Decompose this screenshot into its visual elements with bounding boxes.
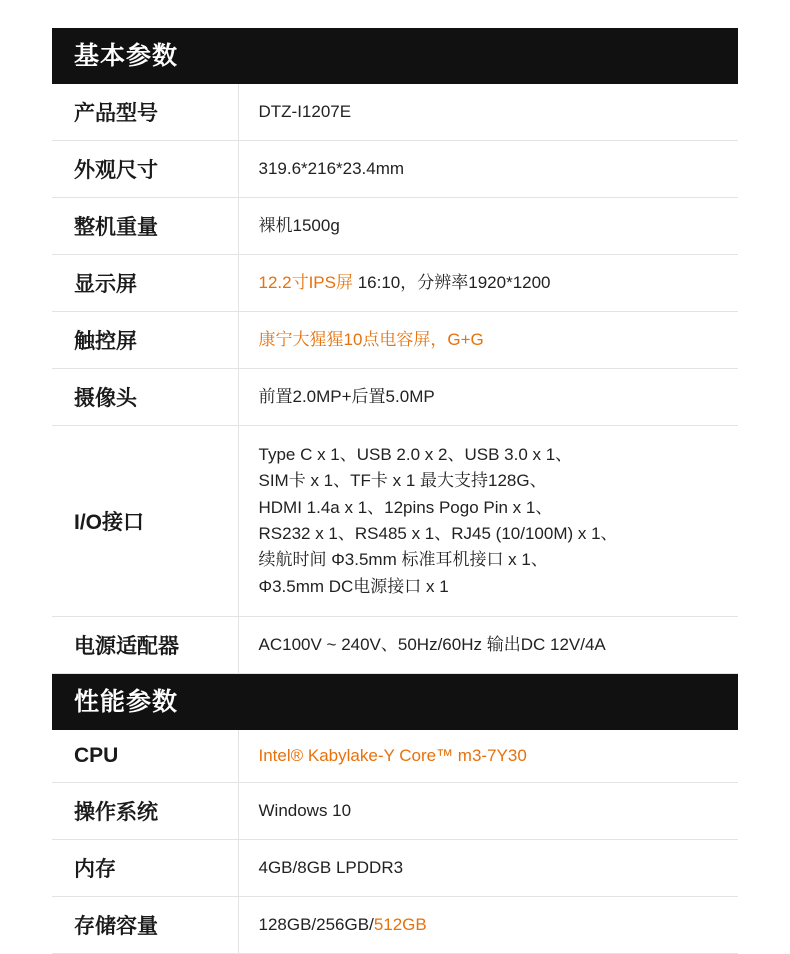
spec-value-text: 4GB/8GB LPDDR3 xyxy=(258,858,404,878)
section-header-cell xyxy=(52,674,738,731)
spec-value xyxy=(238,255,738,312)
spec-row xyxy=(52,783,738,840)
spec-label: 内存 xyxy=(52,840,238,897)
spec-label: 摄像头 xyxy=(52,369,238,426)
spec-row xyxy=(52,369,738,426)
spec-row xyxy=(52,426,738,617)
spec-label: CPU xyxy=(52,730,238,783)
spec-label: 电源适配器 xyxy=(52,617,238,674)
spec-value-line xyxy=(259,384,729,410)
spec-value-highlight: 康宁大猩猩10点电容屏，G+G xyxy=(258,329,484,349)
spec-value-text: Type C x 1、USB 2.0 x 2、USB 3.0 x 1、 xyxy=(258,445,573,464)
spec-row xyxy=(52,198,738,255)
spec-value-text: 16:10，分辨率1920*1200 xyxy=(353,272,551,292)
spec-row xyxy=(52,84,738,141)
spec-value-highlight: 512GB xyxy=(373,915,427,935)
spec-value-line xyxy=(259,743,729,769)
spec-value-text: DTZ-I1207E xyxy=(258,101,352,121)
spec-value xyxy=(238,617,738,674)
section-header-row xyxy=(52,674,738,731)
spec-value-line xyxy=(259,99,729,125)
spec-label: 操作系统 xyxy=(52,783,238,840)
section-title: 性能参数 xyxy=(74,687,179,716)
section-header-cell xyxy=(52,28,738,84)
spec-value-line xyxy=(259,521,729,547)
section-bar xyxy=(52,674,738,730)
spec-value-highlight: Intel® Kabylake-Y Core™ m3-7Y30 xyxy=(258,746,527,766)
spec-label: I/O接口 xyxy=(52,426,238,617)
spec-label: 整机重量 xyxy=(52,198,238,255)
spec-value-text: 裸机1500g xyxy=(258,215,340,235)
section-bar xyxy=(52,28,738,84)
spec-row xyxy=(52,840,738,897)
spec-value-line xyxy=(259,495,729,521)
spec-value-highlight: 12.2寸IPS屏 xyxy=(258,272,353,292)
spec-value-line xyxy=(259,547,729,573)
section-header-row xyxy=(52,28,738,84)
spec-value-line xyxy=(259,327,729,353)
spec-value-line xyxy=(259,855,729,881)
spec-value xyxy=(238,141,738,198)
spec-value-text: Windows 10 xyxy=(258,801,352,821)
spec-label: 显示屏 xyxy=(52,255,238,312)
spec-row xyxy=(52,617,738,674)
spec-row xyxy=(52,312,738,369)
spec-value xyxy=(238,897,738,954)
spec-table-body xyxy=(52,28,738,954)
spec-row xyxy=(52,897,738,954)
section-title: 基本参数 xyxy=(74,41,179,70)
spec-value-text: AC100V ~ 240V、50Hz/60Hz 输出DC 12V/4A xyxy=(258,634,606,654)
spec-row xyxy=(52,141,738,198)
spec-value-line xyxy=(259,442,729,468)
spec-value xyxy=(238,426,738,617)
spec-value-line xyxy=(259,468,729,494)
spec-value-line xyxy=(259,912,729,938)
spec-value-text: 128GB/256GB/ xyxy=(258,915,374,935)
spec-value-text: Φ3.5mm DC电源接口 x 1 xyxy=(258,576,449,596)
spec-value-text: HDMI 1.4a x 1、12pins Pogo Pin x 1、 xyxy=(258,497,553,517)
spec-value xyxy=(238,369,738,426)
spec-row xyxy=(52,255,738,312)
spec-value-text: 319.6*216*23.4mm xyxy=(258,158,405,178)
spec-value xyxy=(238,730,738,783)
spec-value-text: 前置2.0MP+后置5.0MP xyxy=(258,386,435,406)
spec-value xyxy=(238,840,738,897)
spec-label: 存储容量 xyxy=(52,897,238,954)
spec-value-line xyxy=(259,213,729,239)
spec-value-text: SIM卡 x 1、TF卡 x 1 最大支持128G、 xyxy=(258,471,547,491)
spec-value xyxy=(238,84,738,141)
spec-value-line xyxy=(259,798,729,824)
spec-value-line xyxy=(259,632,729,658)
spec-value-text: RS232 x 1、RS485 x 1、RJ45 (10/100M) x 1、 xyxy=(258,524,618,544)
spec-value-line xyxy=(259,270,729,296)
spec-label: 产品型号 xyxy=(52,84,238,141)
spec-label: 触控屏 xyxy=(52,312,238,369)
spec-value xyxy=(238,312,738,369)
spec-value xyxy=(238,783,738,840)
spec-value-line xyxy=(259,156,729,182)
spec-row xyxy=(52,730,738,783)
specification-table xyxy=(52,28,738,954)
spec-label: 外观尺寸 xyxy=(52,141,238,198)
spec-value xyxy=(238,198,738,255)
spec-value-text: 续航时间 Φ3.5mm 标准耳机接口 x 1、 xyxy=(258,550,548,570)
spec-value-line xyxy=(259,574,729,600)
